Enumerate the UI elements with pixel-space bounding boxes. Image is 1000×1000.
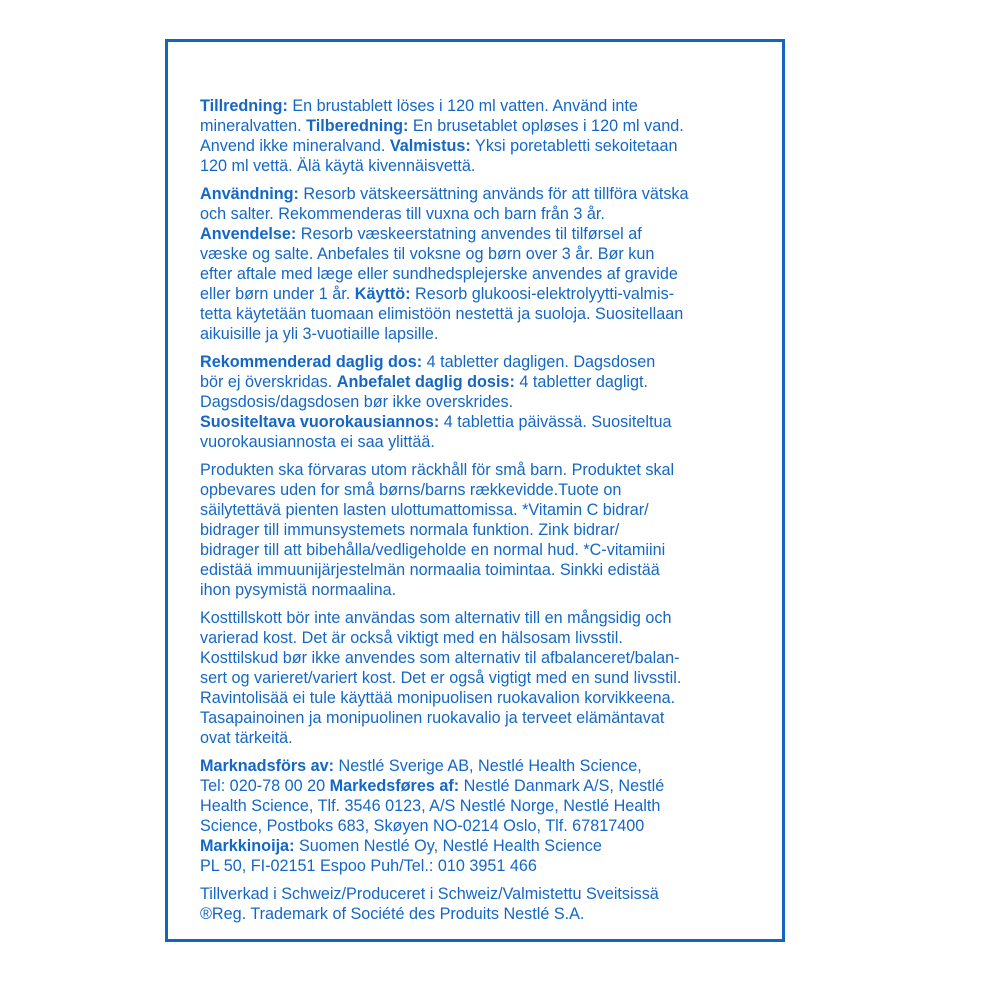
body-text: Kosttillskott bör inte användas som alternativ till en mångsidig och	[200, 609, 672, 627]
body-text: sert og varieret/variert kost. Det er også vigtigt med en sund livsstil.	[200, 669, 682, 687]
bold-heading: Rekommenderad daglig dos:	[200, 353, 423, 371]
body-text: væske og salte. Anbefales til voksne og børn over 3 år. Bør kun	[200, 245, 655, 263]
bold-heading: Tillredning:	[200, 97, 288, 115]
body-text: Resorb væskeerstatning anvendes til tilførsel af	[296, 225, 642, 243]
body-text: ®Reg. Trademark of Société des Produits Nestlé S.A.	[200, 905, 585, 923]
text-line	[200, 608, 782, 628]
body-text: 4 tabletter dagligen. Dagsdosen	[422, 353, 656, 371]
text-line	[200, 540, 782, 560]
body-text: tetta käytetään tuomaan elimistöön nestettä ja suoloja. Suositellaan	[200, 305, 684, 323]
text-line	[200, 352, 782, 372]
bold-heading: Marknadsförs av:	[200, 757, 335, 775]
text-line	[200, 728, 782, 748]
text-line	[200, 324, 782, 344]
preparation-paragraph	[200, 96, 782, 176]
text-line	[200, 284, 782, 304]
text-line	[200, 204, 782, 224]
body-text: 4 tablettia päivässä. Suositeltua	[439, 413, 672, 431]
text-line	[200, 688, 782, 708]
text-line	[200, 156, 782, 176]
text-line	[200, 648, 782, 668]
bold-heading: Markkinoija:	[200, 837, 295, 855]
text-line	[200, 580, 782, 600]
text-line	[200, 756, 782, 776]
body-text: Tasapainoinen ja monipuolinen ruokavalio ja terveet elämäntavat	[200, 709, 665, 727]
text-line	[200, 372, 782, 392]
text-line	[200, 244, 782, 264]
text-line	[200, 884, 782, 904]
body-text: Anvend ikke mineralvand.	[200, 137, 390, 155]
body-text: mineralvatten.	[200, 117, 307, 135]
body-text: bidrager till immunsystemets normala funktion. Zink bidrar/	[200, 521, 620, 539]
product-label-card	[165, 39, 785, 942]
usage-paragraph	[200, 184, 782, 344]
text-line	[200, 560, 782, 580]
bold-heading: Tilberedning:	[306, 117, 409, 135]
text-line	[200, 708, 782, 728]
storage-paragraph	[200, 460, 782, 600]
text-line	[200, 392, 782, 412]
text-line	[200, 480, 782, 500]
body-text: Tel: 020-78 00 20	[200, 777, 330, 795]
body-text: 120 ml vettä. Älä käytä kivennäisvettä.	[200, 157, 476, 175]
bold-heading: Suositeltava vuorokausiannos:	[200, 413, 440, 431]
text-line	[200, 904, 782, 924]
body-text: PL 50, FI-02151 Espoo Puh/Tel.: 010 3951 466	[200, 857, 537, 875]
text-line	[200, 432, 782, 452]
manufacturer-paragraph	[200, 884, 782, 924]
body-text: Suomen Nestlé Oy, Nestlé Health Science	[294, 837, 602, 855]
body-text: vuorokausiannosta ei saa ylittää.	[200, 433, 435, 451]
body-text: aikuisille ja yli 3-vuotiaille lapsille.	[200, 325, 439, 343]
text-line	[200, 116, 782, 136]
body-text: Kosttilskud bør ikke anvendes som alternativ til afbalanceret/balan-	[200, 649, 680, 667]
text-line	[200, 856, 782, 876]
marketer-paragraph	[200, 756, 782, 876]
body-text: En brusetablet opløses i 120 ml vand.	[408, 117, 684, 135]
text-line	[200, 304, 782, 324]
text-line	[200, 136, 782, 156]
text-line	[200, 668, 782, 688]
body-text: Health Science, Tlf. 3546 0123, A/S Nestlé Norge, Nestlé Health	[200, 797, 661, 815]
text-line	[200, 520, 782, 540]
bold-heading: Käyttö:	[354, 285, 411, 303]
body-text: bör ej överskridas.	[200, 373, 337, 391]
body-text: eller børn under 1 år.	[200, 285, 355, 303]
body-text: ovat tärkeitä.	[200, 729, 293, 747]
text-line	[200, 460, 782, 480]
body-text: Yksi poretabletti sekoitetaan	[470, 137, 678, 155]
body-text: Resorb vätskeersättning används för att tillföra vätska	[298, 185, 689, 203]
body-text: Dagsdosis/dagsdosen bør ikke overskrides.	[200, 393, 514, 411]
body-text: Resorb glukoosi-elektrolyytti-valmis-	[410, 285, 675, 303]
text-line	[200, 836, 782, 856]
text-line	[200, 264, 782, 284]
text-line	[200, 816, 782, 836]
bold-heading: Anvendelse:	[200, 225, 297, 243]
body-text: 4 tabletter dagligt.	[514, 373, 649, 391]
body-text: och salter. Rekommenderas till vuxna och barn från 3 år.	[200, 205, 605, 223]
text-line	[200, 184, 782, 204]
body-text: Science, Postboks 683, Skøyen NO-0214 Oslo, Tlf. 67817400	[200, 817, 645, 835]
body-text: Nestlé Danmark A/S, Nestlé	[459, 777, 665, 795]
text-line	[200, 500, 782, 520]
body-text: En brustablett löses i 120 ml vatten. Använd inte	[287, 97, 638, 115]
text-line	[200, 412, 782, 432]
body-text: efter aftale med læge eller sundhedsplejerske anvendes af gravide	[200, 265, 678, 283]
body-text: säilytettävä pienten lasten ulottumattomissa. *Vitamin C bidrar/	[200, 501, 649, 519]
body-text: bidrager till att bibehålla/vedligeholde en normal hud. *C-vitamiini	[200, 541, 666, 559]
body-text: Tillverkad i Schweiz/Produceret i Schweiz/Valmistettu Sveitsissä	[200, 885, 659, 903]
bold-heading: Anbefalet daglig dosis:	[336, 373, 515, 391]
text-line	[200, 628, 782, 648]
bold-heading: Valmistus:	[389, 137, 471, 155]
body-text: Nestlé Sverige AB, Nestlé Health Science,	[334, 757, 642, 775]
text-line	[200, 796, 782, 816]
supplement-note-paragraph	[200, 608, 782, 748]
body-text: edistää immuunijärjestelmän normaalia toimintaa. Sinkki edistää	[200, 561, 660, 579]
label-text-block	[200, 96, 782, 932]
body-text: Produkten ska förvaras utom räckhåll för små barn. Produktet skal	[200, 461, 675, 479]
bold-heading: Markedsføres af:	[329, 777, 460, 795]
daily-dose-paragraph	[200, 352, 782, 452]
bold-heading: Användning:	[200, 185, 299, 203]
text-line	[200, 776, 782, 796]
text-line	[200, 96, 782, 116]
body-text: opbevares uden for små børns/barns rækkevidde.Tuote on	[200, 481, 622, 499]
body-text: varierad kost. Det är också viktigt med en hälsosam livsstil.	[200, 629, 623, 647]
text-line	[200, 224, 782, 244]
body-text: ihon pysymistä normaalina.	[200, 581, 397, 599]
body-text: Ravintolisää ei tule käyttää monipuolisen ruokavalion korvikkeena.	[200, 689, 676, 707]
